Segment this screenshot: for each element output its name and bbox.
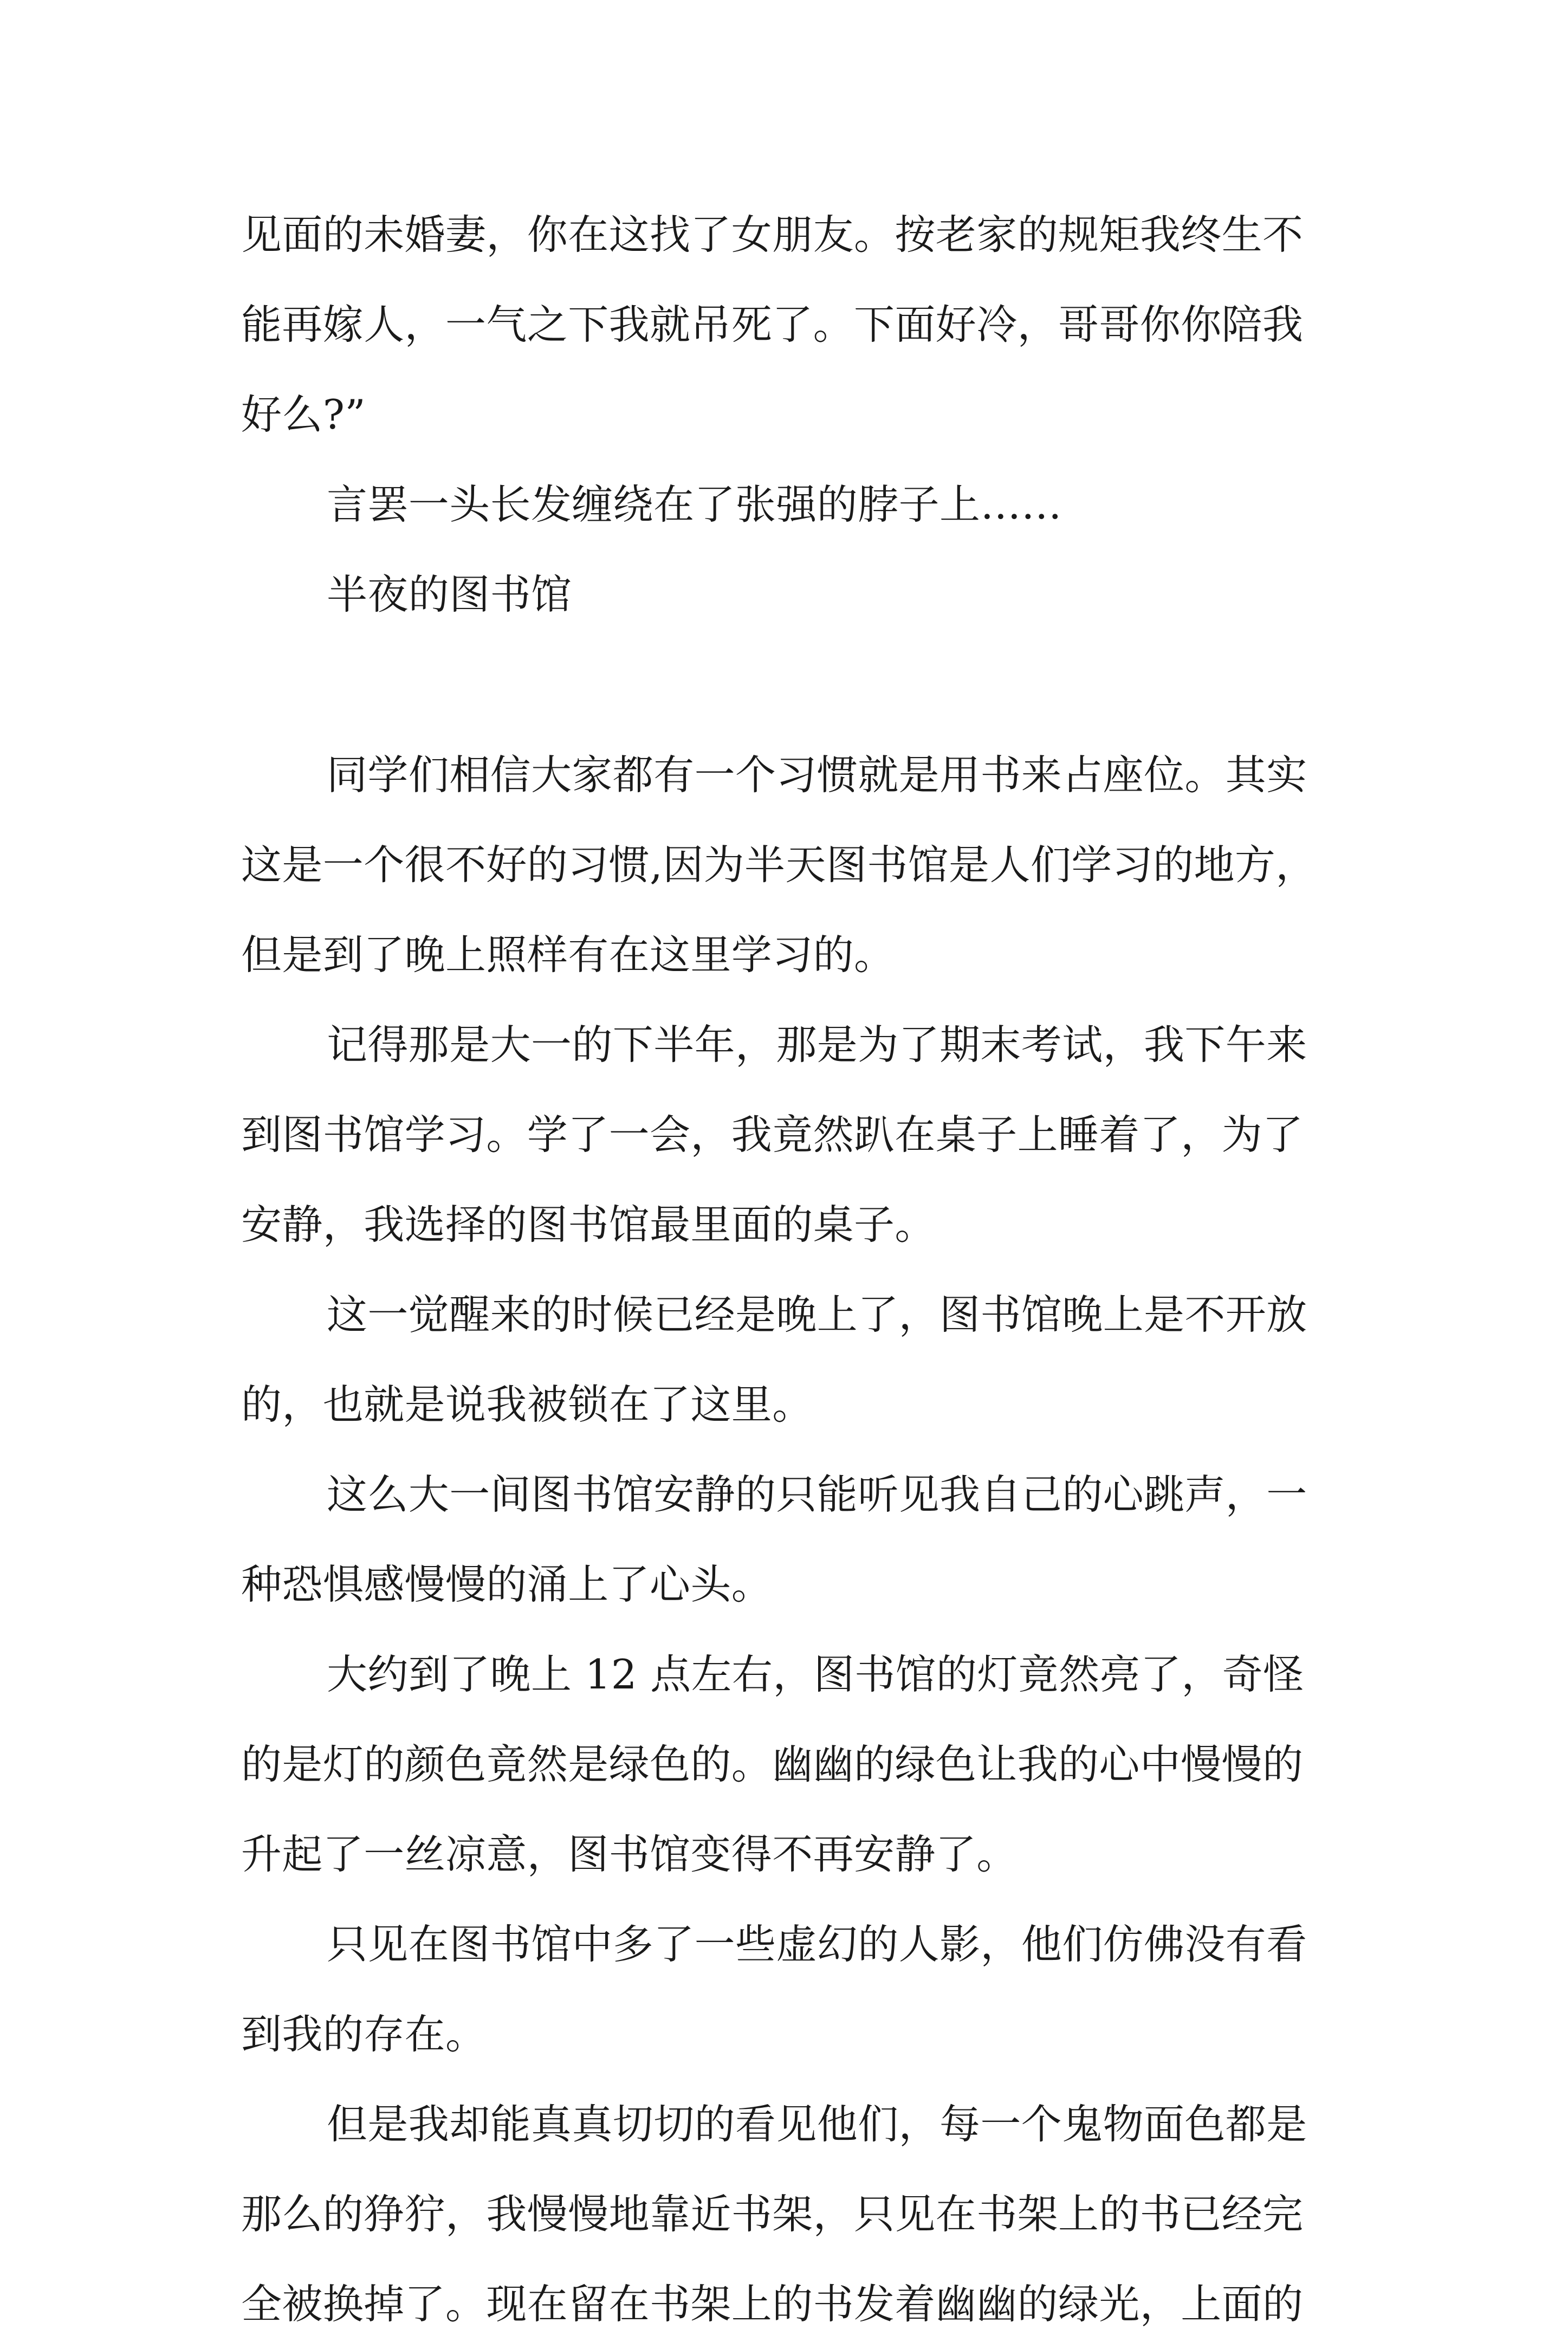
text-line: 全被换掉了。现在留在书架上的书发着幽幽的绿光，上面的 bbox=[241, 2280, 1304, 2328]
text-line: 那么的狰狞，我慢慢地靠近书架，只见在书架上的书已经完 bbox=[241, 2190, 1304, 2238]
text-line: 的，也就是说我被锁在了这里。 bbox=[241, 1381, 813, 1428]
text-line: 升起了一丝凉意，图书馆变得不再安静了。 bbox=[241, 1830, 1018, 1878]
text-line: 但是到了晚上照样有在这里学习的。 bbox=[241, 931, 895, 979]
paragraph bbox=[241, 2079, 1341, 2349]
paragraph bbox=[241, 1270, 1341, 1449]
text-line: 种恐惧感慢慢的涌上了心头。 bbox=[241, 1561, 773, 1608]
text-line: 记得那是大一的下半年，那是为了期末考试，我下午来 bbox=[327, 1021, 1307, 1069]
text-line: 见面的未婚妻，你在这找了女朋友。按老家的规矩我终生不 bbox=[241, 211, 1304, 258]
text-line: 大约到了晚上 12 点左右，图书馆的灯竟然亮了，奇怪 bbox=[327, 1651, 1304, 1698]
text-line: 这一觉醒来的时候已经是晚上了，图书馆晚上是不开放 bbox=[327, 1291, 1307, 1338]
text-line: 这是一个很不好的习惯,因为半天图书馆是人们学习的地方， bbox=[241, 841, 1317, 889]
paragraph bbox=[241, 1000, 1341, 1270]
text-line: 好么?” bbox=[241, 391, 366, 438]
story-title: 半夜的图书馆 bbox=[327, 571, 572, 618]
blank-line bbox=[241, 639, 1341, 730]
text-line: 的是灯的颜色竟然是绿色的。幽幽的绿色让我的心中慢慢的 bbox=[241, 1740, 1304, 1788]
text-line: 到我的存在。 bbox=[241, 2010, 487, 2058]
paragraph bbox=[241, 730, 1341, 1000]
paragraph bbox=[241, 1899, 1341, 2079]
text-line: 同学们相信大家都有一个习惯就是用书来占座位。其实 bbox=[327, 751, 1307, 799]
closing-line: 言罢一头长发缠绕在了张强的脖子上…… bbox=[327, 481, 1062, 528]
text-line: 安静，我选择的图书馆最里面的桌子。 bbox=[241, 1201, 936, 1248]
text-line: 只见在图书馆中多了一些虚幻的人影，他们仿佛没有看 bbox=[327, 1920, 1307, 1968]
text-line: 能再嫁人，一气之下我就吊死了。下面好冷，哥哥你你陪我 bbox=[241, 301, 1304, 348]
text-line: 但是我却能真真切切的看见他们，每一个鬼物面色都是 bbox=[327, 2100, 1307, 2148]
paragraph bbox=[241, 1449, 1341, 1629]
page-content bbox=[241, 190, 1341, 2349]
text-line: 这么大一间图书馆安静的只能听见我自己的心跳声，一 bbox=[327, 1471, 1307, 1518]
text-line: 到图书馆学习。学了一会，我竟然趴在桌子上睡着了，为了 bbox=[241, 1111, 1304, 1159]
paragraph bbox=[241, 1629, 1341, 1899]
